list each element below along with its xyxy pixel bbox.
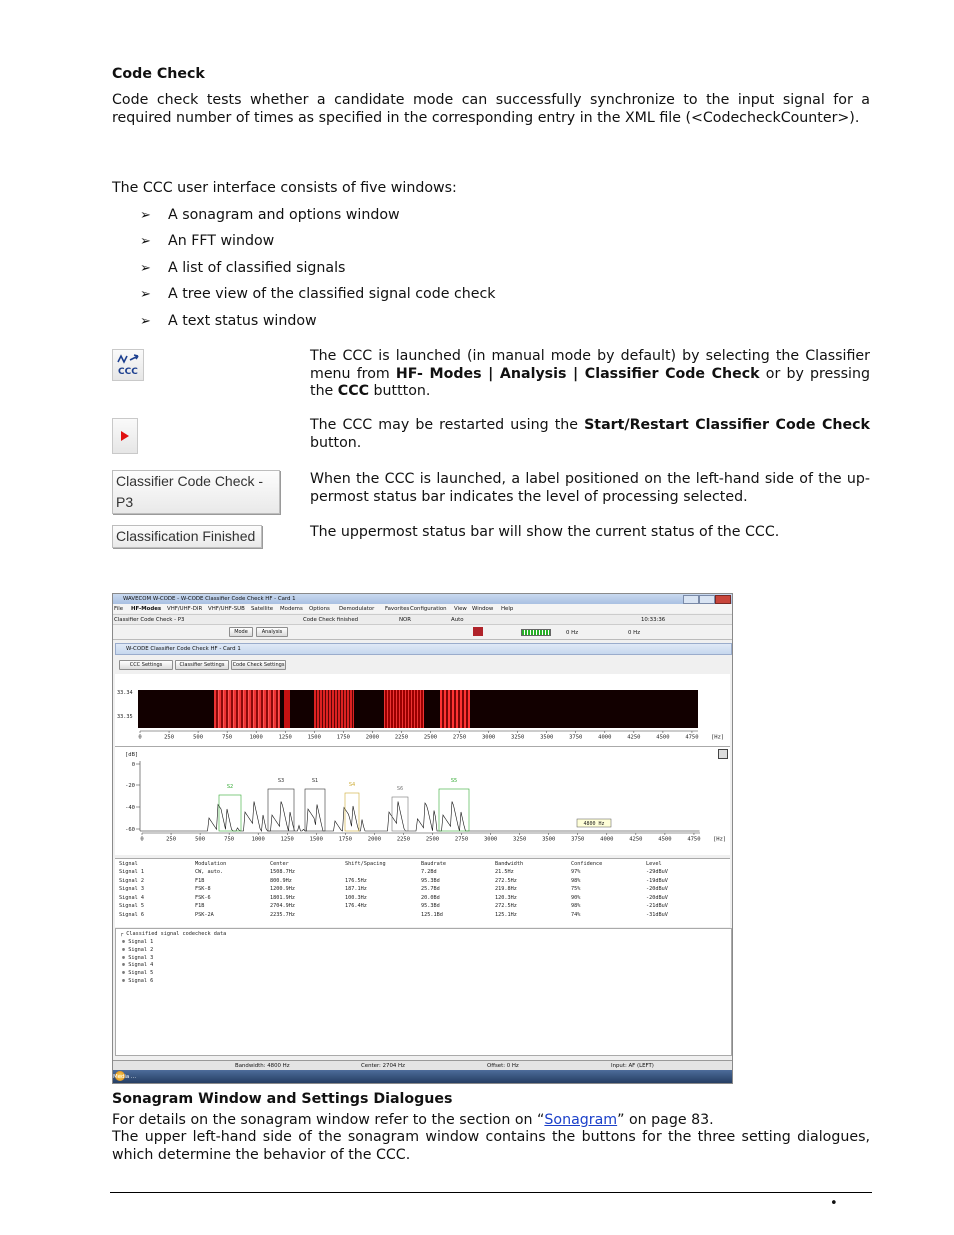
signal-marker: S4 — [348, 782, 356, 788]
analysis-button[interactable]: Analysis — [256, 627, 288, 637]
db-tick-label: -20 — [125, 783, 135, 789]
table-row[interactable] — [115, 903, 730, 911]
sonagram-section-text: The upper left-hand side of the sonagram window contains the buttons for the three setting dialogues, which determine the behavior of the CCC. — [112, 1129, 870, 1163]
list-item: ➢ An FFT window — [140, 233, 275, 249]
list-item: ➢ A list of classified signals — [140, 260, 346, 276]
signal-box — [268, 789, 294, 831]
table-row[interactable] — [115, 878, 730, 886]
table-cell: 25.7Bd — [421, 886, 440, 893]
footer-rule — [110, 1192, 872, 1193]
column-header: Bandwidth — [495, 861, 524, 867]
signal-box — [439, 789, 469, 831]
top-status-bar — [113, 614, 732, 625]
scroll-up-button[interactable] — [718, 749, 728, 759]
tick-label: 2000 — [367, 836, 382, 843]
table-cell: 7.2Bd — [421, 869, 437, 875]
list-item: ➢ A tree view of the classified signal code check — [140, 286, 496, 302]
table-cell: Signal 3 — [119, 886, 144, 893]
tick-label: 4000 — [600, 836, 614, 843]
table-cell: 120.3Hz — [495, 894, 517, 901]
fft-window — [115, 746, 730, 855]
table-cell: 74% — [571, 912, 581, 918]
play-icon — [112, 418, 138, 454]
status-auto: Auto — [451, 617, 464, 623]
tick-label: 2250 — [396, 836, 411, 843]
menu-item[interactable]: File — [114, 606, 124, 612]
table-cell: FSK-8 — [195, 886, 211, 893]
tick-label: 4500 — [656, 734, 670, 741]
table-cell: -31dBuV — [646, 912, 668, 918]
code-check-tree — [115, 928, 732, 1056]
column-header: Shift/Spacing — [345, 861, 386, 867]
list-item: ➢ A text status window — [140, 313, 317, 329]
sonagram-time-label: 33.34 — [117, 690, 133, 696]
signal-marker: S1 — [311, 778, 319, 784]
menu-item[interactable]: Help — [501, 606, 514, 612]
axis-unit: [Hz] — [713, 836, 727, 843]
table-cell: 90% — [571, 894, 581, 901]
tick-label: 3000 — [481, 734, 496, 741]
sonagram-signal — [440, 690, 470, 728]
tick-label: 4750 — [687, 836, 701, 843]
db-tick-label: -40 — [125, 805, 135, 811]
status-bandwidth: Bandwidth: 4800 Hz — [235, 1063, 290, 1069]
table-cell: FSK-6 — [195, 894, 211, 901]
tick-label: 1000 — [249, 734, 263, 741]
tick-label: 2750 — [454, 836, 469, 843]
tick-label: 2500 — [423, 734, 438, 741]
minimize-button[interactable] — [683, 595, 699, 604]
tick-label: 1250 — [278, 734, 292, 741]
menu-item[interactable]: Demodulator — [339, 606, 375, 612]
table-cell: 187.1Hz — [345, 886, 367, 893]
tick-label: 250 — [164, 734, 175, 741]
sonagram-time-label: 33.35 — [117, 714, 133, 720]
table-cell: 98% — [571, 877, 581, 884]
tree-item[interactable]: ⊕ Signal 4 — [122, 962, 154, 969]
taskbar-item[interactable]: Media ... — [113, 1074, 137, 1080]
signal-box — [392, 797, 408, 831]
tree-item[interactable]: ⊕ Signal 2 — [122, 946, 154, 953]
db-tick-label: 0 — [131, 762, 135, 768]
tick-label: 3250 — [511, 734, 525, 741]
table-cell: -19dBuV — [646, 877, 668, 884]
taskbar — [113, 1070, 732, 1083]
child-window-title: W-CODE Classifier Code Check HF - Card 1 — [126, 646, 241, 652]
freq-readout-1: 0 Hz — [566, 630, 579, 636]
tree-item[interactable]: ⊕ Signal 1 — [122, 939, 154, 945]
table-cell: CW, auto. — [195, 869, 224, 875]
menu-item[interactable]: HF-Modes — [131, 606, 162, 612]
processing-level-label: Classifier Code Check - P3 — [112, 470, 280, 514]
table-row[interactable] — [115, 912, 730, 920]
sonagram-signal — [314, 690, 354, 728]
column-header: Signal — [119, 861, 138, 867]
tick-label: 1000 — [251, 836, 265, 843]
list-item: ➢ A sonagram and options window — [140, 207, 400, 223]
table-cell: Signal 4 — [119, 894, 144, 901]
table-cell: -20dBuV — [646, 886, 668, 893]
db-tick-label: -60 — [125, 827, 135, 833]
tick-label: 3250 — [513, 836, 527, 843]
menu-item[interactable]: Satellite — [251, 606, 274, 612]
table-cell: 2235.7Hz — [270, 912, 295, 918]
table-cell: 75% — [571, 886, 581, 893]
maximize-button[interactable] — [699, 595, 715, 604]
table-cell: 2704.9Hz — [270, 903, 295, 910]
window-title-bar — [113, 594, 732, 604]
svg-text:CCC: CCC — [118, 367, 138, 377]
table-cell: 20.0Bd — [421, 894, 440, 901]
code-check-heading: Code Check — [112, 66, 205, 82]
ccc-screenshot — [112, 593, 733, 1084]
tick-label: 4250 — [629, 836, 643, 843]
menu-item[interactable]: Favorites — [385, 606, 410, 612]
classifier-settings-button[interactable]: Classifier Settings — [175, 660, 229, 670]
column-header: Modulation — [195, 861, 227, 867]
tree-root: ┌ Classified signal codecheck data — [120, 931, 227, 937]
table-cell: 97% — [571, 869, 581, 875]
signal-marker: S2 — [226, 784, 234, 790]
column-header: Level — [646, 861, 662, 867]
tree-item[interactable]: ⊕ Signal 5 — [122, 970, 154, 977]
bandwidth-label: 4800 Hz — [583, 821, 605, 827]
tick-label: 2250 — [394, 734, 409, 741]
table-cell: 95.3Bd — [421, 877, 440, 884]
tick-label: 250 — [166, 836, 177, 843]
sonagram-signal — [214, 690, 280, 728]
table-row[interactable] — [115, 869, 730, 877]
table-row[interactable] — [115, 895, 730, 903]
table-cell: 100.3Hz — [345, 894, 367, 901]
signal-box — [219, 795, 241, 831]
ui-intro: The CCC user interface consists of five windows: — [112, 180, 457, 196]
table-cell: 125.1Hz — [495, 912, 517, 918]
table-cell: -21dBuV — [646, 903, 668, 910]
sonagram-freq-axis — [113, 730, 732, 742]
column-header: Center — [270, 861, 289, 867]
tick-label: 750 — [224, 836, 235, 843]
status-offset: Offset: 0 Hz — [487, 1063, 519, 1069]
child-window-title-bar — [115, 643, 732, 655]
ccc-icon — [112, 349, 144, 381]
tick-label: 2500 — [425, 836, 440, 843]
status-mode: NOR — [399, 617, 412, 623]
table-cell: F1B — [195, 877, 205, 884]
tick-label: 750 — [222, 734, 233, 741]
classification-status-text: The uppermost status bar will show the current status of the CCC. — [310, 524, 780, 540]
status-time: 10:33:36 — [641, 617, 666, 623]
table-cell: 125.1Bd — [421, 912, 443, 918]
table-cell: -29dBuV — [646, 869, 668, 875]
table-cell: Signal 5 — [119, 903, 144, 910]
sonagram-display — [138, 690, 698, 728]
code-check-settings-button[interactable]: Code Check Settings — [232, 662, 285, 668]
table-cell: 272.5Hz — [495, 877, 517, 884]
table-cell: 1508.7Hz — [270, 869, 295, 875]
column-header: Baudrate — [421, 861, 446, 867]
ccc-toolbar-icon[interactable] — [473, 627, 483, 636]
table-cell: -20dBuV — [646, 894, 668, 901]
code-check-text: Code check tests whether a candidate mode can successfully synchronize to the input signal for a required number of times as specified in the corresponding entry in the XML file (<CodecheckCounter>). — [112, 92, 870, 126]
signal-marker: S6 — [396, 786, 404, 792]
toolbar — [113, 625, 732, 640]
table-cell: Signal 1 — [119, 869, 144, 875]
table-cell: 176.4Hz — [345, 903, 367, 910]
table-cell: 800.9Hz — [270, 877, 292, 884]
tick-label: 3000 — [483, 836, 498, 843]
menu-item[interactable]: Window — [472, 606, 494, 612]
tick-label: 4750 — [685, 734, 699, 741]
tick-label: 4500 — [658, 836, 672, 843]
tick-label: 1500 — [307, 734, 321, 741]
column-header: Confidence — [571, 861, 603, 867]
table-cell: 272.5Hz — [495, 903, 517, 910]
menu-bar — [113, 604, 732, 613]
table-cell: 98% — [571, 903, 581, 910]
tick-label: 3500 — [540, 734, 554, 741]
menu-item[interactable]: VHF/UHF-DIR — [167, 606, 203, 612]
fft-plot — [115, 747, 730, 855]
table-cell: PSK-2A — [195, 912, 214, 918]
table-cell: 219.8Hz — [495, 886, 517, 893]
window-title: WAVECOM W-CODE - W-CODE Classifier Code Check HF - Card 1 — [123, 596, 296, 602]
footer-bullet: • — [830, 1196, 838, 1211]
status-input: Input: AF (LEFT) — [611, 1063, 654, 1069]
tick-label: 500 — [193, 734, 204, 741]
tick-label: 0 — [138, 734, 142, 741]
tick-label: 3750 — [571, 836, 585, 843]
menu-item[interactable]: Configuration — [410, 606, 447, 612]
tree-item[interactable]: ⊕ Signal 6 — [122, 978, 154, 984]
sonagram-reference: For details on the sonagram window refer to the section on “Sonagram” on page 83. — [112, 1112, 714, 1128]
axis-unit: [Hz] — [711, 734, 725, 741]
menu-item[interactable]: View — [454, 606, 467, 612]
db-unit: [dB] — [125, 752, 139, 758]
ccc-restart-text: The CCC may be restarted using the Start/Restart Classifier Code Check button. — [310, 417, 870, 451]
sonagram-signal — [384, 690, 424, 728]
sonagram-link[interactable]: Sonagram — [544, 1112, 618, 1128]
tick-label: 2750 — [452, 734, 467, 741]
classified-signals-list — [115, 858, 730, 927]
status-level: Classifier Code Check - P3 — [114, 617, 185, 623]
table-cell: Signal 6 — [119, 912, 144, 918]
tick-label: 1250 — [280, 836, 294, 843]
status-text: Code Check finished — [303, 617, 359, 623]
tick-label: 4250 — [627, 734, 641, 741]
table-cell: 1200.9Hz — [270, 886, 295, 893]
table-cell: 1801.9Hz — [270, 894, 295, 901]
mode-button[interactable]: Mode — [229, 627, 253, 637]
sonagram-section-heading: Sonagram Window and Settings Dialogues — [112, 1091, 453, 1107]
tick-label: 3750 — [569, 734, 583, 741]
status-center: Center: 2704 Hz — [361, 1063, 405, 1069]
menu-item[interactable]: VHF/UHF-SUB — [208, 606, 245, 612]
table-cell: F1B — [195, 903, 205, 910]
table-cell: 21.5Hz — [495, 869, 514, 875]
sonagram-signal — [284, 690, 290, 728]
table-cell: Signal 2 — [119, 877, 144, 884]
table-cell: 95.3Bd — [421, 903, 440, 910]
ccc-settings-button[interactable]: CCC Settings — [119, 660, 173, 670]
tick-label: 4000 — [598, 734, 612, 741]
classification-status-label: Classification Finished — [112, 525, 262, 548]
tick-label: 1750 — [338, 836, 352, 843]
tick-label: 500 — [195, 836, 206, 843]
tick-label: 1750 — [336, 734, 350, 741]
freq-readout-2: 0 Hz — [628, 630, 641, 636]
menu-item[interactable]: Modems — [280, 606, 303, 612]
signal-marker: S5 — [450, 778, 458, 784]
tick-label: 3500 — [542, 836, 556, 843]
close-button[interactable] — [715, 595, 731, 604]
table-row[interactable] — [115, 886, 730, 894]
table-cell: 176.5Hz — [345, 877, 367, 884]
spectrum-trace — [140, 802, 700, 832]
tick-label: 0 — [140, 836, 144, 843]
ccc-launch-text: The CCC is launched (in manual mode by default) by selecting the Classifier menu from HF- Modes | Analysis | Classifier Code Check or by pressing the CCC buttton. — [310, 348, 870, 399]
level-meter — [521, 629, 551, 636]
tick-label: 2000 — [365, 734, 380, 741]
tree-item[interactable]: ⊕ Signal 3 — [122, 954, 154, 961]
signal-marker: S3 — [277, 778, 285, 784]
processing-level-text: When the CCC is launched, a label positioned on the left-hand side of the up-permost status bar indicates the level of processing selected. — [310, 471, 870, 505]
tick-label: 1500 — [309, 836, 323, 843]
menu-item[interactable]: Options — [309, 606, 330, 612]
